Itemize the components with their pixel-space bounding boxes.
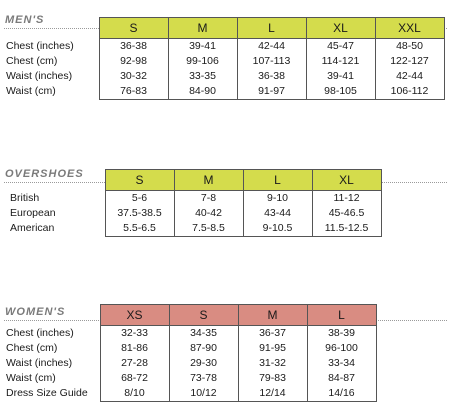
row-label: British <box>10 191 40 204</box>
table-row <box>4 386 376 402</box>
size-value: 48-50 <box>375 39 444 55</box>
size-value: 45-47 <box>306 39 375 55</box>
table-row <box>4 326 376 342</box>
table-row <box>4 39 444 55</box>
table-row <box>4 221 381 237</box>
table-row <box>4 341 376 356</box>
size-value: 84-87 <box>307 371 376 386</box>
row-label: Waist (cm) <box>6 85 56 98</box>
size-value: 37.5-38.5 <box>105 206 174 221</box>
overshoes-size-header: XL <box>312 170 381 191</box>
size-value: 5.5-6.5 <box>105 221 174 237</box>
womens-title: WOMEN'S <box>5 306 66 318</box>
womens-size-table <box>4 304 377 402</box>
size-value: 73-78 <box>169 371 238 386</box>
size-value: 96-100 <box>307 341 376 356</box>
size-value: 40-42 <box>174 206 243 221</box>
size-value: 9-10.5 <box>243 221 312 237</box>
size-value: 45-46.5 <box>312 206 381 221</box>
size-value: 34-35 <box>169 326 238 342</box>
size-value: 38-39 <box>307 326 376 342</box>
table-row <box>4 54 444 69</box>
womens-size-header: M <box>238 305 307 326</box>
size-value: 11.5-12.5 <box>312 221 381 237</box>
size-value: 36-38 <box>237 69 306 84</box>
overshoes-size-header: L <box>243 170 312 191</box>
size-value: 87-90 <box>169 341 238 356</box>
size-value: 91-95 <box>238 341 307 356</box>
size-value: 29-30 <box>169 356 238 371</box>
size-value: 8/10 <box>100 386 169 402</box>
womens-header-row <box>4 305 376 326</box>
size-value: 106-112 <box>375 84 444 100</box>
table-row <box>4 84 444 100</box>
overshoes-size-header: S <box>105 170 174 191</box>
size-value: 39-41 <box>306 69 375 84</box>
row-label: Chest (inches) <box>6 326 74 339</box>
size-value: 91-97 <box>237 84 306 100</box>
size-value: 39-41 <box>168 39 237 55</box>
size-value: 27-28 <box>100 356 169 371</box>
size-value: 99-106 <box>168 54 237 69</box>
row-label: Waist (inches) <box>6 357 73 369</box>
table-row <box>4 371 376 386</box>
row-label: Chest (cm) <box>6 342 58 354</box>
mens-size-header: M <box>168 18 237 39</box>
mens-size-header: L <box>237 18 306 39</box>
size-value: 12/14 <box>238 386 307 402</box>
size-value: 114-121 <box>306 54 375 69</box>
table-row <box>4 191 381 207</box>
size-value: 5-6 <box>105 191 174 207</box>
table-row <box>4 206 381 221</box>
womens-header-blank <box>4 305 100 326</box>
size-value: 81-86 <box>100 341 169 356</box>
size-value: 107-113 <box>237 54 306 69</box>
size-value: 10/12 <box>169 386 238 402</box>
row-label: Waist (cm) <box>6 372 56 384</box>
size-value: 31-32 <box>238 356 307 371</box>
size-value: 33-34 <box>307 356 376 371</box>
row-label: Chest (cm) <box>6 55 58 67</box>
size-value: 36-38 <box>99 39 168 55</box>
mens-size-header: XL <box>306 18 375 39</box>
mens-size-table <box>4 17 445 100</box>
mens-header-blank <box>4 18 99 39</box>
size-value: 33-35 <box>168 69 237 84</box>
mens-size-header: XXL <box>375 18 444 39</box>
size-value: 84-90 <box>168 84 237 100</box>
womens-size-header: XS <box>100 305 169 326</box>
size-value: 76-83 <box>99 84 168 100</box>
table-row <box>4 69 444 84</box>
overshoes-size-header: M <box>174 170 243 191</box>
size-value: 42-44 <box>237 39 306 55</box>
row-label: Chest (inches) <box>6 39 74 52</box>
table-row <box>4 356 376 371</box>
size-value: 30-32 <box>99 69 168 84</box>
size-value: 92-98 <box>99 54 168 69</box>
size-value: 32-33 <box>100 326 169 342</box>
size-value: 42-44 <box>375 69 444 84</box>
row-label: American <box>10 222 55 235</box>
overshoes-title: OVERSHOES <box>5 168 84 180</box>
size-value: 79-83 <box>238 371 307 386</box>
mens-size-header: S <box>99 18 168 39</box>
mens-title: MEN'S <box>5 14 45 26</box>
row-label: European <box>10 207 56 219</box>
size-value: 98-105 <box>306 84 375 100</box>
size-value: 36-37 <box>238 326 307 342</box>
womens-size-header: L <box>307 305 376 326</box>
size-value: 7.5-8.5 <box>174 221 243 237</box>
size-value: 14/16 <box>307 386 376 402</box>
overshoes-header-blank <box>4 170 105 191</box>
size-value: 11-12 <box>312 191 381 207</box>
mens-header-row <box>4 18 444 39</box>
row-label: Dress Size Guide <box>6 387 88 400</box>
overshoes-size-table <box>4 169 382 237</box>
size-value: 9-10 <box>243 191 312 207</box>
size-value: 43-44 <box>243 206 312 221</box>
size-value: 68-72 <box>100 371 169 386</box>
overshoes-header-row <box>4 170 381 191</box>
row-label: Waist (inches) <box>6 70 73 82</box>
womens-size-header: S <box>169 305 238 326</box>
size-value: 122-127 <box>375 54 444 69</box>
size-value: 7-8 <box>174 191 243 207</box>
